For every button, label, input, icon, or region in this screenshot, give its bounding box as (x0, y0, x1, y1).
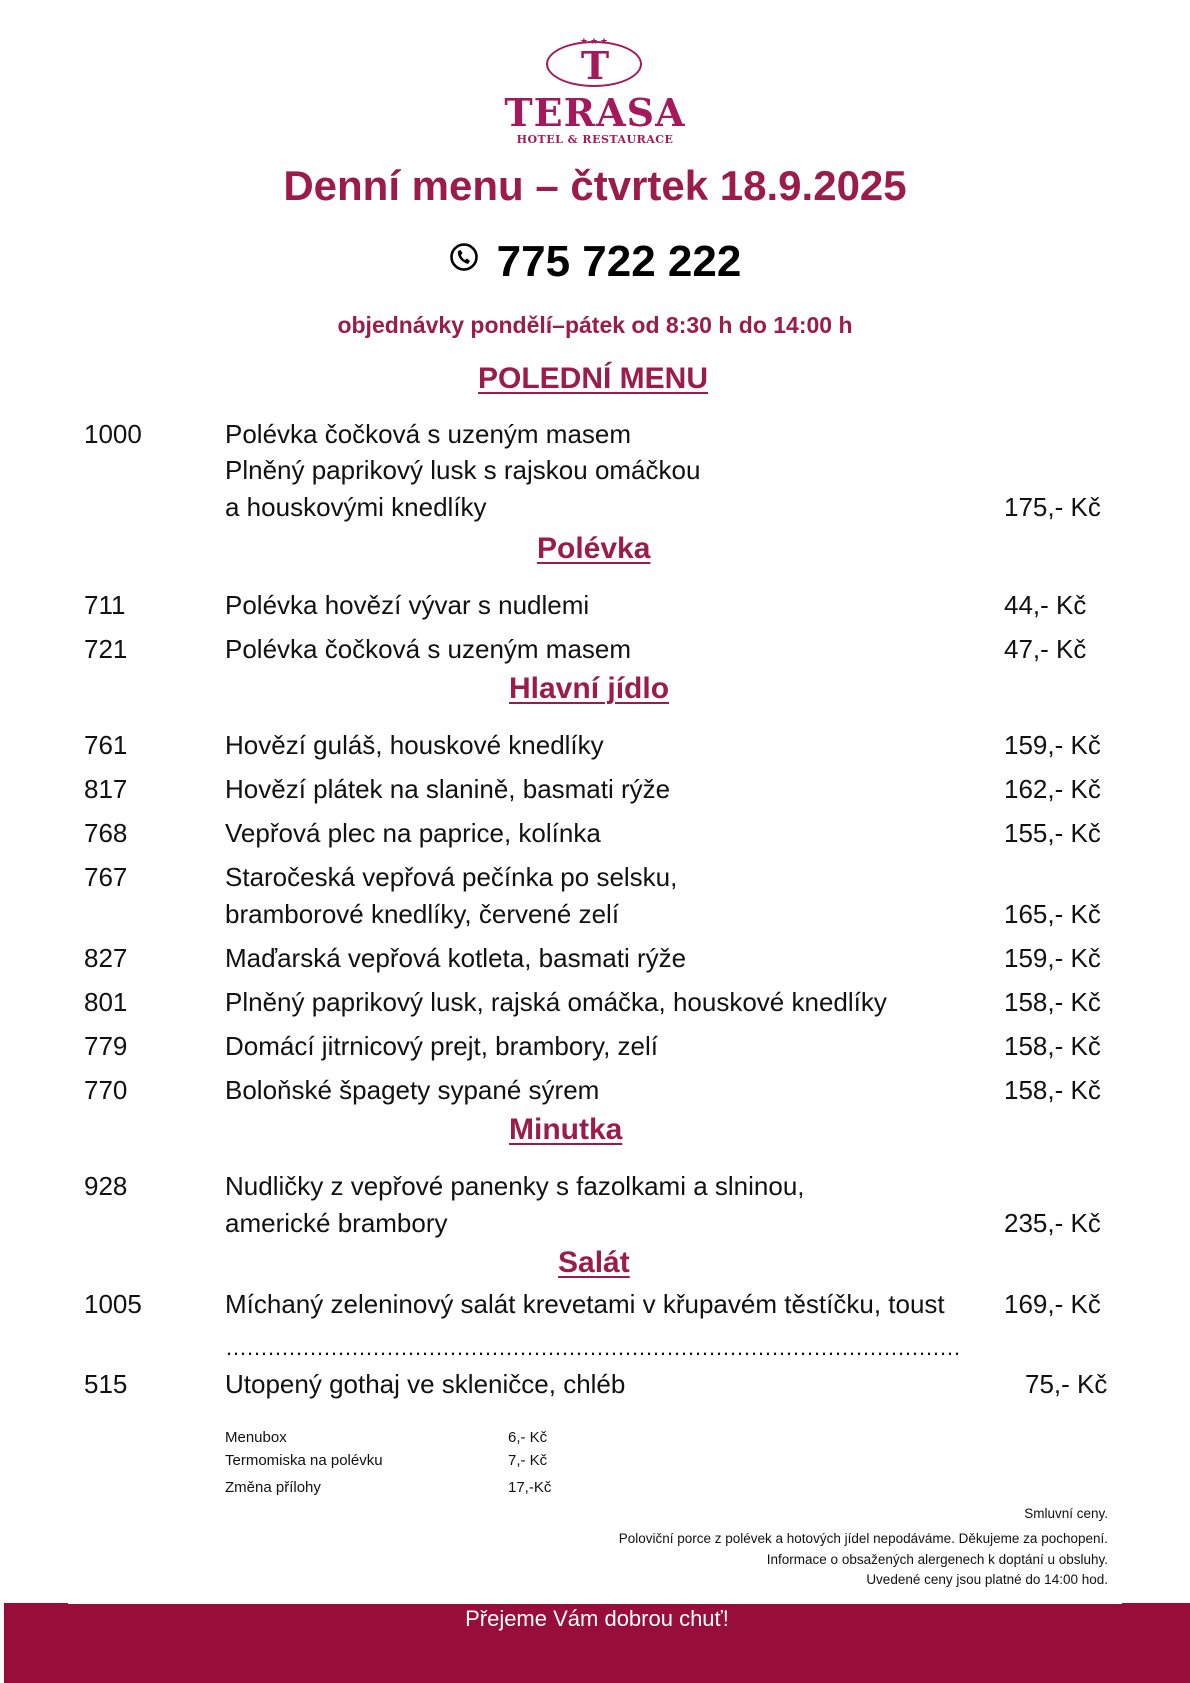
item-code: 928 (84, 1171, 128, 1201)
extra-price: 17,-Kč (508, 1479, 552, 1496)
item-price: 175,- Kč (1004, 492, 1101, 522)
item-code: 770 (84, 1075, 128, 1105)
section-heading-lunch: POLEDNÍ MENU (478, 362, 709, 395)
item-line: Hovězí guláš, houskové knedlíky (225, 730, 604, 760)
item-line: a houskovými knedlíky (225, 492, 487, 522)
item-line: Polévka čočková s uzeným masem (225, 419, 632, 449)
item-price: 159,- Kč (1004, 730, 1101, 760)
item-code: 768 (84, 818, 128, 848)
extra-label: Termomiska na polévku (225, 1452, 383, 1469)
item-code: 711 (84, 590, 126, 620)
item-price: 165,- Kč (1004, 899, 1101, 929)
item-line: bramborové knedlíky, červené zelí (225, 899, 620, 929)
section-heading-soup: Polévka (537, 532, 651, 565)
note: Smluvní ceny. (1024, 1506, 1108, 1521)
logo-subtitle: HOTEL & RESTAURACE (516, 133, 674, 146)
phone-line (0, 236, 1190, 290)
item-price: 155,- Kč (1004, 818, 1101, 848)
item-line: Polévka hovězí vývar s nudlemi (225, 590, 590, 620)
item-price: 235,- Kč (1004, 1208, 1101, 1238)
page-title: Denní menu – čtvrtek 18.9.2025 (283, 162, 907, 209)
item-line: Plněný paprikový lusk, rajská omáčka, houskové knedlíky (225, 987, 887, 1017)
item-price: 44,- Kč (1004, 590, 1087, 620)
phone-icon (449, 232, 479, 284)
item-code: 1005 (84, 1289, 142, 1319)
extra-price: 7,- Kč (508, 1452, 548, 1469)
item-code: 761 (84, 730, 128, 760)
item-price: 158,- Kč (1004, 987, 1101, 1017)
extra-label: Změna přílohy (225, 1479, 321, 1496)
item-code: 767 (84, 862, 128, 892)
phone-number: 775 722 222 (496, 237, 742, 286)
item-line: americké brambory (225, 1208, 448, 1238)
item-line: Plněný paprikový lusk s rajskou omáčkou (225, 455, 701, 485)
hotel-logo (500, 36, 690, 151)
item-line: Maďarská vepřová kotleta, basmati rýže (225, 943, 687, 973)
item-line: Nudličky z vepřové panenky s fazolkami a slninou, (225, 1171, 805, 1201)
section-heading-minutka: Minutka (509, 1113, 623, 1146)
item-code: 1000 (84, 419, 142, 449)
item-line: Vepřová plec na paprice, kolínka (225, 818, 601, 848)
item-price: 159,- Kč (1004, 943, 1101, 973)
item-code: 721 (84, 634, 128, 664)
note: Informace o obsažených alergenech k doptání u obsluhy. (766, 1552, 1108, 1567)
dotted-separator: …………………………………………………………………………………………… (225, 1335, 960, 1360)
item-price: 162,- Kč (1004, 774, 1101, 804)
item-price: 75,- Kč (1025, 1369, 1108, 1399)
item-line: Hovězí plátek na slanině, basmati rýže (225, 774, 671, 804)
footer-greeting: Přejeme Vám dobrou chuť! (465, 1606, 729, 1631)
section-heading-salad: Salát (558, 1246, 630, 1279)
note: Poloviční porce z polévek a hotových jídel nepodáváme. Děkujeme za pochopení. (618, 1531, 1108, 1546)
item-code: 801 (84, 987, 128, 1017)
item-line: Utopený gothaj ve skleničce, chléb (225, 1369, 626, 1399)
item-price: 158,- Kč (1004, 1075, 1101, 1105)
logo-stars: ★★★ (579, 36, 611, 46)
logo-name: TERASA (504, 90, 686, 135)
extra-label: Menubox (225, 1429, 287, 1446)
logo-letter: T (580, 43, 610, 88)
item-line: Boloňské špagety sypané sýrem (225, 1075, 600, 1105)
item-line: Staročeská vepřová pečínka po selsku, (225, 862, 678, 892)
order-hours: objednávky pondělí–pátek od 8:30 h do 14:00 h (337, 312, 853, 338)
note: Uvedené ceny jsou platné do 14:00 hod. (866, 1572, 1108, 1587)
item-code: 779 (84, 1031, 128, 1061)
item-code: 817 (84, 774, 128, 804)
item-line: Domácí jitrnicový prejt, brambory, zelí (225, 1031, 658, 1061)
item-line: Polévka čočková s uzeným masem (225, 634, 632, 664)
item-line: Míchaný zeleninový salát krevetami v křupavém těstíčku, toust (225, 1289, 945, 1319)
item-price: 158,- Kč (1004, 1031, 1101, 1061)
item-code: 515 (84, 1369, 128, 1399)
item-price: 47,- Kč (1004, 634, 1087, 664)
section-heading-main: Hlavní jídlo (509, 672, 670, 705)
item-price: 169,- Kč (1004, 1289, 1101, 1319)
extra-price: 6,- Kč (508, 1429, 548, 1446)
item-code: 827 (84, 943, 128, 973)
